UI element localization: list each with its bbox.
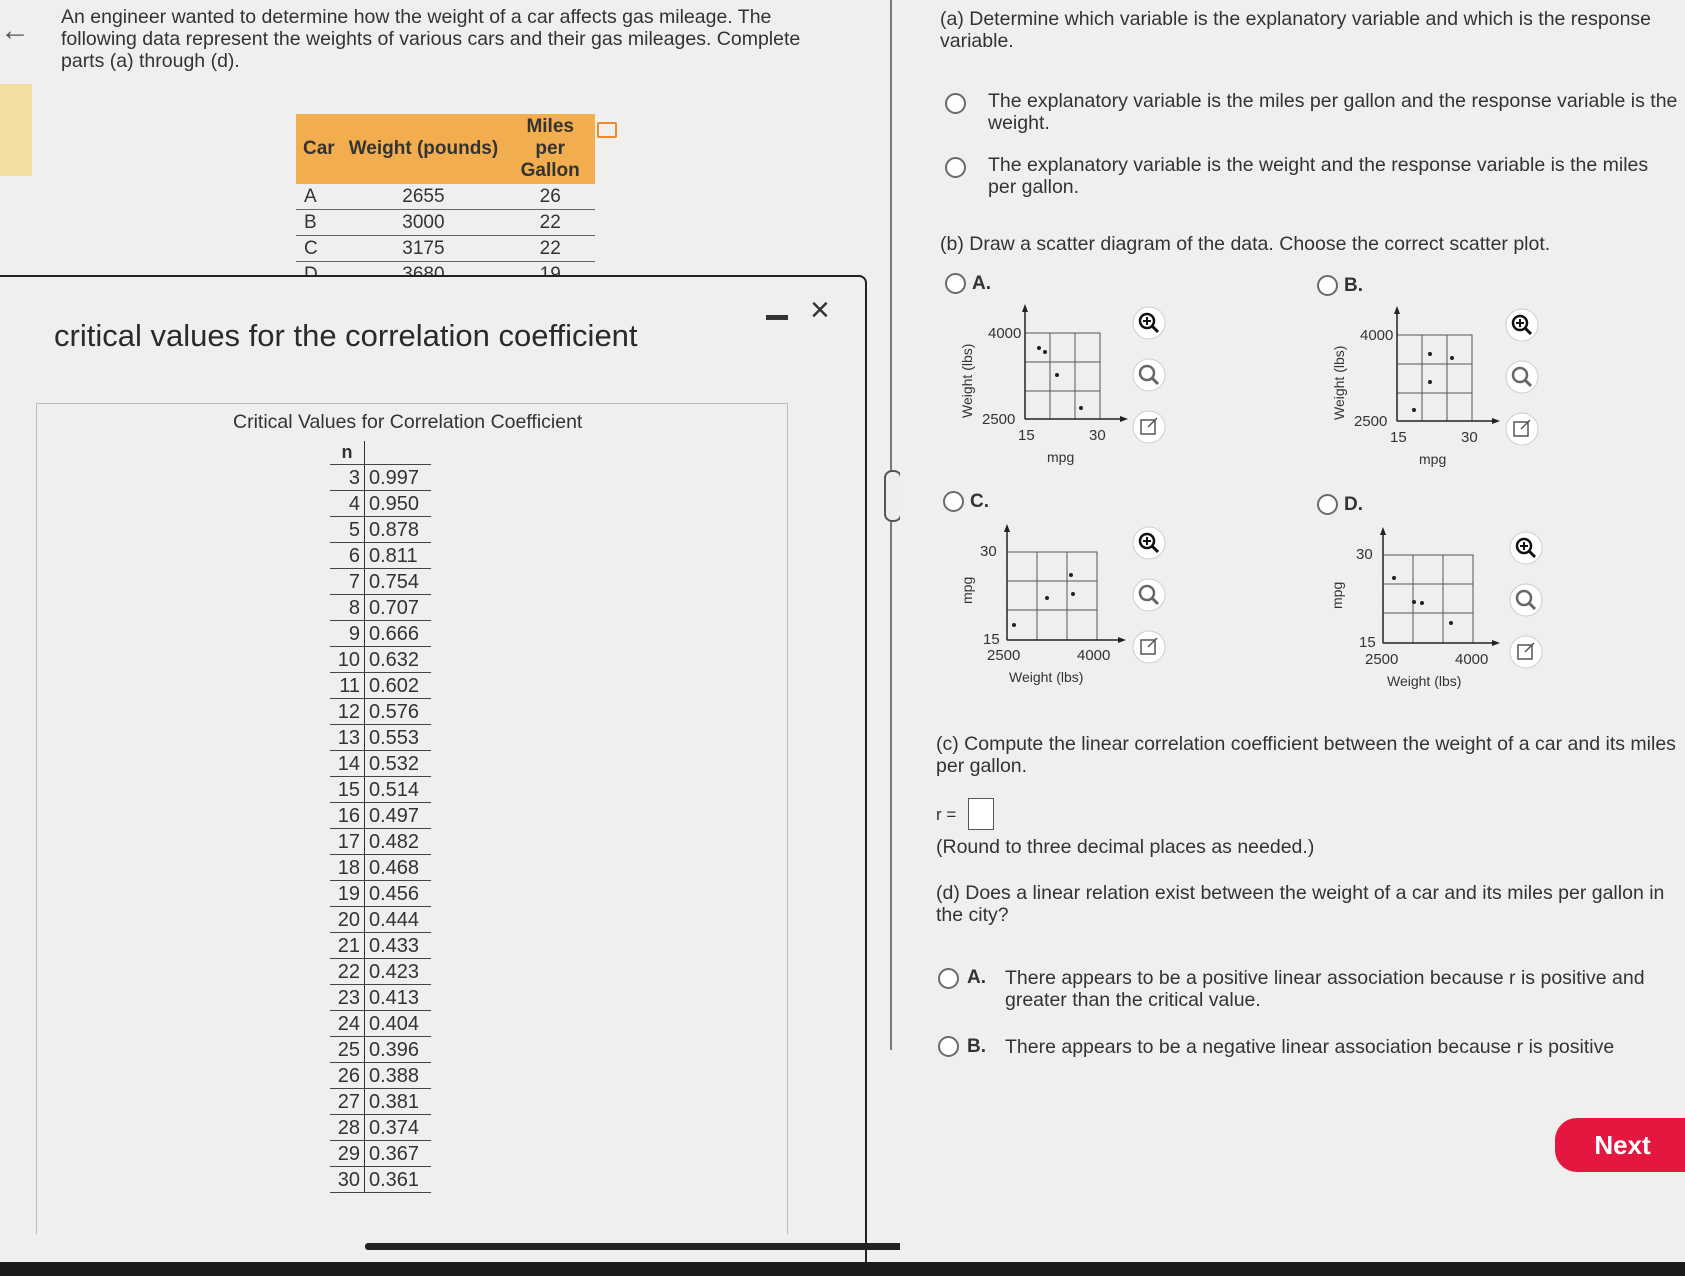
critical-values-table <box>330 441 431 1193</box>
x-tick: 2500 <box>1365 651 1399 668</box>
crit-table-row <box>330 569 431 595</box>
crit-n-cell: 30 <box>330 1167 365 1193</box>
r-answer-input[interactable] <box>968 798 994 830</box>
crit-value-cell: 0.950 <box>365 491 432 517</box>
y-label: Weight (lbs) <box>959 343 975 418</box>
zoom-in-icon[interactable] <box>1133 527 1165 559</box>
plot-a-tools <box>1131 305 1167 465</box>
zoom-out-icon[interactable] <box>1510 584 1542 616</box>
col-car: Car <box>296 114 342 184</box>
crit-n-cell: 5 <box>330 517 365 543</box>
crit-n-cell: 14 <box>330 751 365 777</box>
table-row <box>296 210 595 236</box>
crit-value-cell: 0.444 <box>365 907 432 933</box>
y-tick: 2500 <box>1354 413 1388 430</box>
crit-n-cell: 4 <box>330 491 365 517</box>
part-a-option-1[interactable]: The explanatory variable is the miles per gallon and the response variable is the weight. <box>988 90 1678 134</box>
x-tick: 4000 <box>1455 651 1489 668</box>
car-data-table <box>296 114 595 288</box>
crit-value-cell: 0.632 <box>365 647 432 673</box>
crit-n-cell: 19 <box>330 881 365 907</box>
zoom-in-icon[interactable] <box>1506 309 1538 341</box>
weight-cell: 3000 <box>342 210 506 236</box>
crit-value-cell: 0.878 <box>365 517 432 543</box>
part-d-option-a-letter: A. <box>967 967 986 988</box>
crit-value-cell: 0.361 <box>365 1167 432 1193</box>
car-label: A <box>296 184 342 210</box>
plot-c-radio[interactable] <box>943 491 964 512</box>
x-label: mpg <box>1047 449 1075 465</box>
crit-n-cell: 6 <box>330 543 365 569</box>
crit-table-row <box>330 621 431 647</box>
crit-n-cell: 27 <box>330 1089 365 1115</box>
zoom-out-icon[interactable] <box>1133 359 1165 391</box>
crit-n-cell: 29 <box>330 1141 365 1167</box>
col-weight: Weight (pounds) <box>342 114 506 184</box>
crit-table-row <box>330 1011 431 1037</box>
popout-icon[interactable] <box>1510 636 1542 668</box>
part-d-option-b-letter: B. <box>967 1036 986 1057</box>
col-n: n <box>330 441 365 465</box>
mpg-cell: 22 <box>505 210 595 236</box>
part-b-question: (b) Draw a scatter diagram of the data. Choose the correct scatter plot. <box>940 233 1551 255</box>
zoom-out-icon[interactable] <box>1506 361 1538 393</box>
part-d-question: (d) Does a linear relation exist between the weight of a car and its miles per gallon in the city? <box>936 882 1665 926</box>
crit-value-cell: 0.707 <box>365 595 432 621</box>
weight-cell: 2655 <box>342 184 506 210</box>
crit-value-cell: 0.666 <box>365 621 432 647</box>
crit-value-cell: 0.602 <box>365 673 432 699</box>
crit-table-row <box>330 699 431 725</box>
crit-n-cell: 26 <box>330 1063 365 1089</box>
crit-n-cell: 8 <box>330 595 365 621</box>
crit-table-row <box>330 1167 431 1193</box>
crit-value-cell: 0.497 <box>365 803 432 829</box>
y-label: Weight (lbs) <box>1331 345 1347 420</box>
y-label: mpg <box>1329 581 1345 609</box>
zoom-in-icon[interactable] <box>1133 307 1165 339</box>
plot-c-tools <box>1131 525 1167 685</box>
x-label: mpg <box>1419 451 1447 467</box>
part-a-option-2-radio[interactable] <box>945 157 966 178</box>
zoom-in-icon[interactable] <box>1510 532 1542 564</box>
taskbar <box>0 1262 1685 1276</box>
y-tick: 15 <box>983 631 1000 648</box>
mpg-cell: 22 <box>505 236 595 262</box>
problem-intro: An engineer wanted to determine how the weight of a car affects gas mileage. The following data represent the weights of various cars and their gas mileages. Complete parts (a) through (d). <box>61 6 801 72</box>
crit-table-row <box>330 751 431 777</box>
part-c-question: (c) Compute the linear correlation coefficient between the weight of a car and its miles per gallon. <box>936 733 1676 777</box>
crit-n-cell: 23 <box>330 985 365 1011</box>
y-tick: 30 <box>980 543 997 560</box>
zoom-out-icon[interactable] <box>1133 579 1165 611</box>
popout-icon[interactable] <box>1133 411 1165 443</box>
x-label: Weight (lbs) <box>1009 669 1084 685</box>
crit-table-row <box>330 517 431 543</box>
crit-table-row <box>330 595 431 621</box>
crit-n-cell: 12 <box>330 699 365 725</box>
crit-table-row <box>330 465 431 491</box>
part-a-question: (a) Determine which variable is the explanatory variable and which is the response variable. <box>940 8 1652 52</box>
popout-icon[interactable] <box>1133 631 1165 663</box>
crit-table-row <box>330 647 431 673</box>
back-arrow-icon[interactable]: ← <box>0 14 30 47</box>
crit-table-row <box>330 777 431 803</box>
crit-table-row <box>330 1037 431 1063</box>
part-d-option-b-radio[interactable] <box>938 1036 959 1057</box>
plot-b-radio[interactable] <box>1317 275 1338 296</box>
crit-value-cell: 0.423 <box>365 959 432 985</box>
crit-value-cell: 0.811 <box>365 543 432 569</box>
crit-table-row <box>330 985 431 1011</box>
scatter-plot-c <box>950 520 1130 695</box>
close-icon[interactable]: × <box>810 291 830 329</box>
crit-value-cell: 0.396 <box>365 1037 432 1063</box>
y-tick: 4000 <box>1360 327 1394 344</box>
crit-value-cell: 0.576 <box>365 699 432 725</box>
plot-d-tools <box>1508 530 1544 690</box>
crit-value-cell: 0.532 <box>365 751 432 777</box>
crit-n-cell: 3 <box>330 465 365 491</box>
crit-table-row <box>330 1115 431 1141</box>
crit-table-row <box>330 491 431 517</box>
col-value <box>365 441 432 465</box>
table-row <box>296 184 595 210</box>
popup-title: critical values for the correlation coefficient <box>54 318 638 353</box>
crit-n-cell: 22 <box>330 959 365 985</box>
x-tick: 30 <box>1461 429 1478 446</box>
crit-table-row <box>330 933 431 959</box>
crit-n-cell: 15 <box>330 777 365 803</box>
crit-table-row <box>330 725 431 751</box>
crit-n-cell: 16 <box>330 803 365 829</box>
x-tick: 2500 <box>987 647 1021 664</box>
crit-table-row <box>330 803 431 829</box>
y-label: mpg <box>959 576 975 604</box>
x-tick: 15 <box>1018 427 1035 444</box>
crit-table-row <box>330 907 431 933</box>
copy-data-icon[interactable] <box>597 122 617 138</box>
part-a-option-2[interactable]: The explanatory variable is the weight and the response variable is the miles per gallon. <box>988 154 1649 198</box>
plot-d-radio[interactable] <box>1317 494 1338 515</box>
crit-table-row <box>330 881 431 907</box>
scatter-plot-a <box>950 300 1130 475</box>
crit-n-cell: 11 <box>330 673 365 699</box>
crit-n-cell: 24 <box>330 1011 365 1037</box>
mpg-cell: 26 <box>505 184 595 210</box>
crit-n-cell: 7 <box>330 569 365 595</box>
plot-c-letter: C. <box>970 491 989 512</box>
part-d-option-b[interactable]: There appears to be a negative linear association because r is positive <box>1005 1036 1615 1058</box>
r-label: r = <box>936 805 957 824</box>
plot-a-letter: A. <box>972 273 991 294</box>
scatter-plot-b <box>1322 302 1502 477</box>
plot-b-letter: B. <box>1344 275 1363 296</box>
crit-value-cell: 0.413 <box>365 985 432 1011</box>
crit-n-cell: 9 <box>330 621 365 647</box>
crit-value-cell: 0.482 <box>365 829 432 855</box>
x-tick: 15 <box>1390 429 1407 446</box>
crit-value-cell: 0.468 <box>365 855 432 881</box>
col-mpg: Miles per Gallon <box>505 114 595 184</box>
plot-d-letter: D. <box>1344 494 1363 515</box>
crit-n-cell: 10 <box>330 647 365 673</box>
crit-table-row <box>330 1141 431 1167</box>
crit-table-row <box>330 855 431 881</box>
critical-values-popup <box>0 275 867 1269</box>
popout-icon[interactable] <box>1506 413 1538 445</box>
crit-table-row <box>330 543 431 569</box>
crit-n-cell: 21 <box>330 933 365 959</box>
x-tick: 30 <box>1089 427 1106 444</box>
crit-n-cell: 13 <box>330 725 365 751</box>
part-a-option-1-radio[interactable] <box>945 93 966 114</box>
y-tick: 30 <box>1356 546 1373 563</box>
car-label: B <box>296 210 342 236</box>
y-tick: 4000 <box>988 325 1022 342</box>
crit-table-row <box>330 673 431 699</box>
x-label: Weight (lbs) <box>1387 673 1462 689</box>
minimize-button[interactable] <box>766 315 788 320</box>
next-button[interactable]: Next <box>1555 1118 1685 1172</box>
crit-table-row <box>330 959 431 985</box>
pane-divider <box>890 0 892 1050</box>
crit-value-cell: 0.514 <box>365 777 432 803</box>
crit-value-cell: 0.404 <box>365 1011 432 1037</box>
crit-n-cell: 20 <box>330 907 365 933</box>
crit-n-cell: 17 <box>330 829 365 855</box>
crit-value-cell: 0.381 <box>365 1089 432 1115</box>
question-marker <box>0 84 32 176</box>
plot-a-radio[interactable] <box>945 273 966 294</box>
crit-value-cell: 0.367 <box>365 1141 432 1167</box>
crit-value-cell: 0.997 <box>365 465 432 491</box>
crit-value-cell: 0.553 <box>365 725 432 751</box>
part-c-note: (Round to three decimal places as needed.) <box>936 836 1315 858</box>
table-row <box>296 236 595 262</box>
weight-cell: 3175 <box>342 236 506 262</box>
crit-table-row <box>330 1063 431 1089</box>
car-label: C <box>296 236 342 262</box>
part-d-option-a[interactable]: There appears to be a positive linear association because r is positive and greater than the critical value. <box>1005 967 1645 1011</box>
crit-header-row <box>330 441 431 465</box>
crit-value-cell: 0.388 <box>365 1063 432 1089</box>
crit-n-cell: 25 <box>330 1037 365 1063</box>
y-tick: 2500 <box>982 411 1016 428</box>
critical-values-caption: Critical Values for Correlation Coefficient <box>233 411 583 433</box>
crit-table-row <box>330 829 431 855</box>
crit-value-cell: 0.754 <box>365 569 432 595</box>
crit-value-cell: 0.456 <box>365 881 432 907</box>
crit-value-cell: 0.374 <box>365 1115 432 1141</box>
x-tick: 4000 <box>1077 647 1111 664</box>
scatter-plot-d <box>1322 525 1502 700</box>
crit-n-cell: 18 <box>330 855 365 881</box>
y-tick: 15 <box>1359 634 1376 651</box>
crit-value-cell: 0.433 <box>365 933 432 959</box>
table-header-row <box>296 114 595 184</box>
plot-b-tools <box>1504 307 1540 467</box>
crit-n-cell: 28 <box>330 1115 365 1141</box>
crit-table-row <box>330 1089 431 1115</box>
horizontal-scrollbar[interactable] <box>365 1243 915 1250</box>
part-d-option-a-radio[interactable] <box>938 968 959 989</box>
